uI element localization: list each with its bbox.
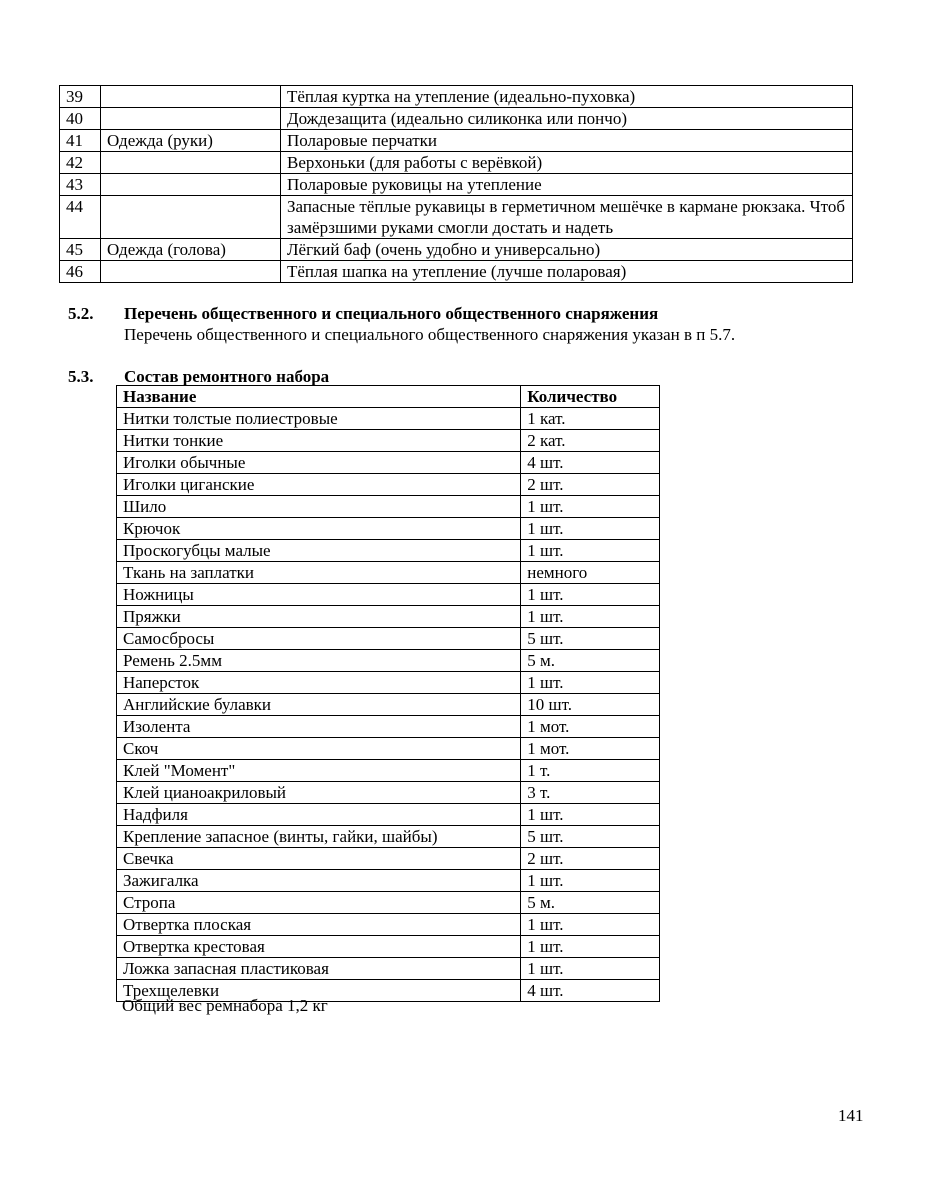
table-row	[117, 430, 660, 452]
row-number: 41	[60, 130, 101, 152]
item-quantity: 1 шт.	[521, 958, 660, 980]
table-row	[117, 870, 660, 892]
item-name: Изолента	[117, 716, 521, 738]
row-number: 46	[60, 261, 101, 283]
item-name: Отвертка плоская	[117, 914, 521, 936]
item-name: Наперсток	[117, 672, 521, 694]
row-category	[101, 196, 281, 239]
table-row	[60, 86, 853, 108]
total-weight-note: Общий вес ремнабора 1,2 кг	[122, 996, 328, 1015]
gear-table	[59, 85, 853, 283]
gear-table-body	[60, 86, 853, 283]
item-quantity: 1 мот.	[521, 716, 660, 738]
item-quantity: 3 т.	[521, 782, 660, 804]
row-category	[101, 174, 281, 196]
item-quantity: 2 кат.	[521, 430, 660, 452]
table-row	[117, 474, 660, 496]
row-number: 43	[60, 174, 101, 196]
item-quantity: 4 шт.	[521, 452, 660, 474]
row-item: Верхоньки (для работы с верёвкой)	[281, 152, 853, 174]
table-row	[117, 848, 660, 870]
row-number: 45	[60, 239, 101, 261]
item-quantity: 1 кат.	[521, 408, 660, 430]
item-name: Клей цианоакриловый	[117, 782, 521, 804]
row-item: Поларовые руковицы на утепление	[281, 174, 853, 196]
row-category: Одежда (голова)	[101, 239, 281, 261]
item-name: Английские булавки	[117, 694, 521, 716]
table-row	[117, 518, 660, 540]
item-quantity: 2 шт.	[521, 848, 660, 870]
table-row	[117, 650, 660, 672]
table-row	[117, 628, 660, 650]
row-category	[101, 86, 281, 108]
table-row	[117, 408, 660, 430]
item-name: Надфиля	[117, 804, 521, 826]
item-quantity: 1 шт.	[521, 870, 660, 892]
item-name: Нитки толстые полиестровые	[117, 408, 521, 430]
item-quantity: 1 шт.	[521, 672, 660, 694]
table-row	[117, 738, 660, 760]
item-quantity: 1 т.	[521, 760, 660, 782]
item-name: Ложка запасная пластиковая	[117, 958, 521, 980]
table-row	[60, 174, 853, 196]
row-category: Одежда (руки)	[101, 130, 281, 152]
table-row	[117, 760, 660, 782]
row-number: 39	[60, 86, 101, 108]
item-quantity: 1 шт.	[521, 606, 660, 628]
row-number: 42	[60, 152, 101, 174]
row-item: Запасные тёплые рукавицы в герметичном мешёчке в кармане рюкзака. Чтоб замёрзшими руками смогли достать и надеть	[281, 196, 853, 239]
row-number: 40	[60, 108, 101, 130]
table-row	[60, 152, 853, 174]
column-header-name: Название	[117, 386, 521, 408]
column-header-quantity: Количество	[521, 386, 660, 408]
item-name: Проскогубцы малые	[117, 540, 521, 562]
table-row	[117, 936, 660, 958]
section-number: 5.3.	[68, 367, 94, 386]
table-row	[117, 782, 660, 804]
item-name: Свечка	[117, 848, 521, 870]
row-category	[101, 261, 281, 283]
item-quantity: 5 шт.	[521, 628, 660, 650]
item-quantity: 1 шт.	[521, 914, 660, 936]
table-row	[117, 606, 660, 628]
table-row	[60, 108, 853, 130]
page-number: 141	[838, 1106, 864, 1125]
table-row	[117, 892, 660, 914]
item-quantity: 1 шт.	[521, 518, 660, 540]
item-name: Ремень 2.5мм	[117, 650, 521, 672]
item-name: Иголки циганские	[117, 474, 521, 496]
item-name: Ткань на заплатки	[117, 562, 521, 584]
table-row	[117, 562, 660, 584]
item-quantity: 1 шт.	[521, 540, 660, 562]
section-number: 5.2.	[68, 304, 94, 323]
table-row	[117, 584, 660, 606]
item-quantity: немного	[521, 562, 660, 584]
item-quantity: 10 шт.	[521, 694, 660, 716]
item-quantity: 1 шт.	[521, 496, 660, 518]
item-name: Шило	[117, 496, 521, 518]
table-row	[117, 672, 660, 694]
row-item: Дождезащита (идеально силиконка или пончо)	[281, 108, 853, 130]
section-body: Перечень общественного и специального общественного снаряжения указан в п 5.7.	[124, 325, 736, 344]
item-name: Самосбросы	[117, 628, 521, 650]
item-name: Ножницы	[117, 584, 521, 606]
repair-table-body	[117, 408, 660, 1002]
row-item: Тёплая куртка на утепление (идеально-пуховка)	[281, 86, 853, 108]
row-number: 44	[60, 196, 101, 239]
item-name: Клей "Момент"	[117, 760, 521, 782]
item-name: Пряжки	[117, 606, 521, 628]
table-row	[117, 716, 660, 738]
item-quantity: 1 мот.	[521, 738, 660, 760]
row-item: Тёплая шапка на утепление (лучше поларовая)	[281, 261, 853, 283]
item-quantity: 1 шт.	[521, 936, 660, 958]
header-row	[117, 386, 660, 408]
table-row	[60, 239, 853, 261]
table-row	[60, 196, 853, 239]
item-name: Крючок	[117, 518, 521, 540]
item-name: Зажигалка	[117, 870, 521, 892]
item-name: Стропа	[117, 892, 521, 914]
item-quantity: 5 м.	[521, 650, 660, 672]
table-row	[60, 261, 853, 283]
item-quantity: 1 шт.	[521, 584, 660, 606]
section-heading: Перечень общественного и специального общественного снаряжения	[124, 304, 659, 323]
table-row	[117, 804, 660, 826]
item-name: Нитки тонкие	[117, 430, 521, 452]
item-quantity: 4 шт.	[521, 980, 660, 1002]
table-row	[117, 452, 660, 474]
item-quantity: 5 м.	[521, 892, 660, 914]
row-item: Поларовые перчатки	[281, 130, 853, 152]
table-row	[117, 540, 660, 562]
row-item: Лёгкий баф (очень удобно и универсально)	[281, 239, 853, 261]
item-name: Иголки обычные	[117, 452, 521, 474]
item-name: Отвертка крестовая	[117, 936, 521, 958]
item-quantity: 2 шт.	[521, 474, 660, 496]
table-row	[117, 914, 660, 936]
table-row	[117, 826, 660, 848]
table-row	[60, 130, 853, 152]
row-category	[101, 108, 281, 130]
table-row	[117, 694, 660, 716]
item-name: Скоч	[117, 738, 521, 760]
item-quantity: 1 шт.	[521, 804, 660, 826]
repair-kit-table	[116, 385, 660, 1002]
item-name: Крепление запасное (винты, гайки, шайбы)	[117, 826, 521, 848]
item-name: Трехщелевки	[117, 980, 521, 1002]
item-quantity: 5 шт.	[521, 826, 660, 848]
section-heading: Состав ремонтного набора	[124, 367, 330, 386]
table-row	[117, 958, 660, 980]
table-row	[117, 496, 660, 518]
table-header	[117, 386, 660, 408]
row-category	[101, 152, 281, 174]
